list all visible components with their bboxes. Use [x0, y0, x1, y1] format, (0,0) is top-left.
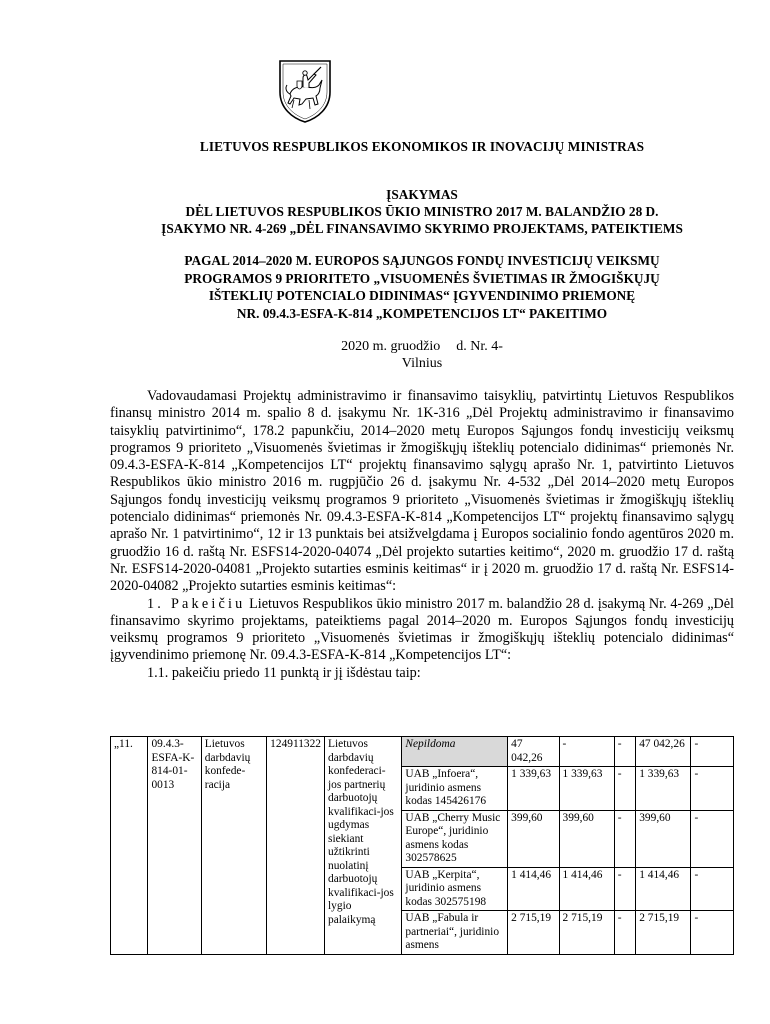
item-1-lead: 1. Pakeičiu: [147, 595, 246, 612]
cell-reg-code: 124911322: [267, 737, 325, 955]
cell-amount: -: [559, 737, 614, 767]
title-line: DĖL LIETUVOS RESPUBLIKOS ŪKIO MINISTRO 2017 M. BALANDŽIO 28 D.: [185, 204, 659, 219]
table-row: [111, 737, 734, 767]
cell-amount: 47 042,26: [508, 737, 559, 767]
doc-type: ĮSAKYMAS: [386, 187, 458, 202]
cell-amount: -: [614, 810, 635, 867]
order-body: [110, 388, 734, 682]
date-line: [110, 338, 734, 372]
item-1: [110, 596, 734, 665]
cell-amount: 1 339,63: [508, 767, 559, 811]
page-bottom-margin: [0, 1003, 770, 1024]
cell-amount: -: [691, 737, 734, 767]
title-line: PROGRAMOS 9 PRIORITETO „VISUOMENĖS ŠVIETIMAS IR ŽMOGIŠKŲJŲ: [184, 270, 660, 286]
cell-amount: 1 339,63: [559, 767, 614, 811]
cell-amount: 1 414,46: [559, 867, 614, 911]
cell-amount: 1 414,46: [636, 867, 691, 911]
order-date: 2020 m. gruodžio: [341, 339, 441, 354]
title-line: NR. 09.4.3-ESFA-K-814 „KOMPETENCIJOS LT“ PAKEITIMO: [236, 305, 608, 321]
cell-amount: 2 715,19: [559, 911, 614, 955]
title-line: PAGAL 2014–2020 M. EUROPOS SĄJUNGOS FONDŲ INVESTICIJŲ VEIKSMŲ: [184, 253, 660, 268]
cell-amount: 399,60: [508, 810, 559, 867]
item-1-text: Lietuvos Respublikos ūkio ministro 2017 m. balandžio 28 d. įsakymą Nr. 4-269 „Dėl finansavimo skyrimo projektams, pateiktiems pagal 2014–2020 m. Europos Sąjungos fondų investicijų veiksmų programos 9 prioriteto „Visuomenės švietimas ir žmogiškųjų išteklių potencialo didinimas“ įgyvendinimo priemonę Nr. 09.4.3-ESFA-K-814 „Kompetencijos LT“:: [110, 595, 734, 664]
cell-partner: UAB „Kerpita“, juridinio asmens kodas 302575198: [402, 867, 508, 911]
cell-amount: 2 715,19: [508, 911, 559, 955]
order-place: Vilnius: [401, 356, 443, 371]
item-1-1: 1.1. pakeičiu priedo 11 punktą ir jį išdėstau taip:: [147, 664, 421, 681]
cell-amount: -: [691, 867, 734, 911]
cell-amount: 399,60: [559, 810, 614, 867]
cell-amount: -: [614, 737, 635, 767]
cell-project-name: Lietuvos darbdavių konfederaci-jos partnerių darbuotojų kvalifikaci-jos ugdymas siekiant užtikrinti nuolatinį darbuotojų kvalifikaci-jos lygio palaikymą: [325, 737, 402, 955]
cell-amount: -: [691, 810, 734, 867]
cell-amount: 399,60: [636, 810, 691, 867]
order-number: d. Nr. 4-: [456, 339, 503, 354]
cell-amount: 1 414,46: [508, 867, 559, 911]
order-title-continued: [110, 252, 734, 322]
title-line: ĮSAKYMO NR. 4-269 „DĖL FINANSAVIMO SKYRIMO PROJEKTAMS, PATEIKTIEMS: [161, 221, 683, 236]
cell-partner: UAB „Cherry Music Europe“, juridinio asmens kodas 302578625: [402, 810, 508, 867]
cell-partner: UAB „Infoera“, juridinio asmens kodas 145426176: [402, 767, 508, 811]
cell-partner: UAB „Fabula ir partneriai“, juridinio asmens: [402, 911, 508, 955]
cell-partner: Nepildoma: [402, 737, 508, 767]
cell-amount: -: [614, 911, 635, 955]
amendment-table: [110, 736, 734, 955]
cell-amount: -: [691, 767, 734, 811]
preamble-paragraph: Vadovaudamasi Projektų administravimo ir finansavimo taisyklių, patvirtintų Lietuvos Respublikos finansų ministro 2014 m. spalio 8 d. įsakymu Nr. 1K-316 „Dėl Projektų administravimo ir finansavimo taisyklių patvirtinimo“, 178.2 papunkčiu, 2014–2020 metų Europos Sąjungos fondų investicijų veiksmų programos 9 prioriteto „Visuomenės švietimas ir žmogiškųjų išteklių potencialo didinimas“ priemonės Nr. 09.4.3-ESFA-K-814 „Kompetencijos LT“ projektų finansavimo sąlygų aprašo Nr. 1, patvirtinto Lietuvos Respublikos ūkio ministro 2016 m. rugpjūčio 26 d. įsakymu Nr. 4-532 „Dėl 2014–2020 metų Europos Sąjungos fondų investicijų veiksmų programos 9 prioriteto „Visuomenės švietimas ir žmogiškųjų išteklių potencialo didinimas“ priemonės Nr. 09.4.3-ESFA-K-814 „Kompetencijos LT“ projektų finansavimo sąlygų aprašo Nr. 1 patvirtinimo“, 12 ir 13 punktais bei atsižvelgdama į Europos socialinio fondo agentūros 2020 m. gruodžio 16 d. raštą Nr. ESFS14-2020-04074 „Dėl projekto sutarties keitimo“, 2020 m. gruodžio 17 d. raštą Nr. ESFS14-2020-04081 „Projekto sutarties esminis keitimas“ ir į 2020 m. gruodžio 17 d. raštą Nr. ESFS14-2020-04082 „Projekto sutarties esminis keitimas“:: [110, 388, 734, 595]
coat-of-arms-icon: [276, 58, 334, 124]
cell-amount: 1 339,63: [636, 767, 691, 811]
title-line: IŠTEKLIŲ POTENCIALO DIDINIMAS“ ĮGYVENDINIMO PRIEMONĘ: [208, 288, 636, 303]
cell-amount: -: [614, 767, 635, 811]
cell-no: „11.: [111, 737, 148, 955]
cell-amount: 2 715,19: [636, 911, 691, 955]
cell-applicant: Lietuvos darbdavių konfede-racija: [201, 737, 266, 955]
cell-amount: 47 042,26: [636, 737, 691, 767]
ministry-heading: LIETUVOS RESPUBLIKOS EKONOMIKOS IR INOVACIJŲ MINISTRAS: [199, 139, 645, 154]
order-title: [110, 186, 734, 237]
cell-amount: -: [691, 911, 734, 955]
cell-project-code: 09.4.3-ESFA-K-814-01-0013: [148, 737, 201, 955]
cell-amount: -: [614, 867, 635, 911]
